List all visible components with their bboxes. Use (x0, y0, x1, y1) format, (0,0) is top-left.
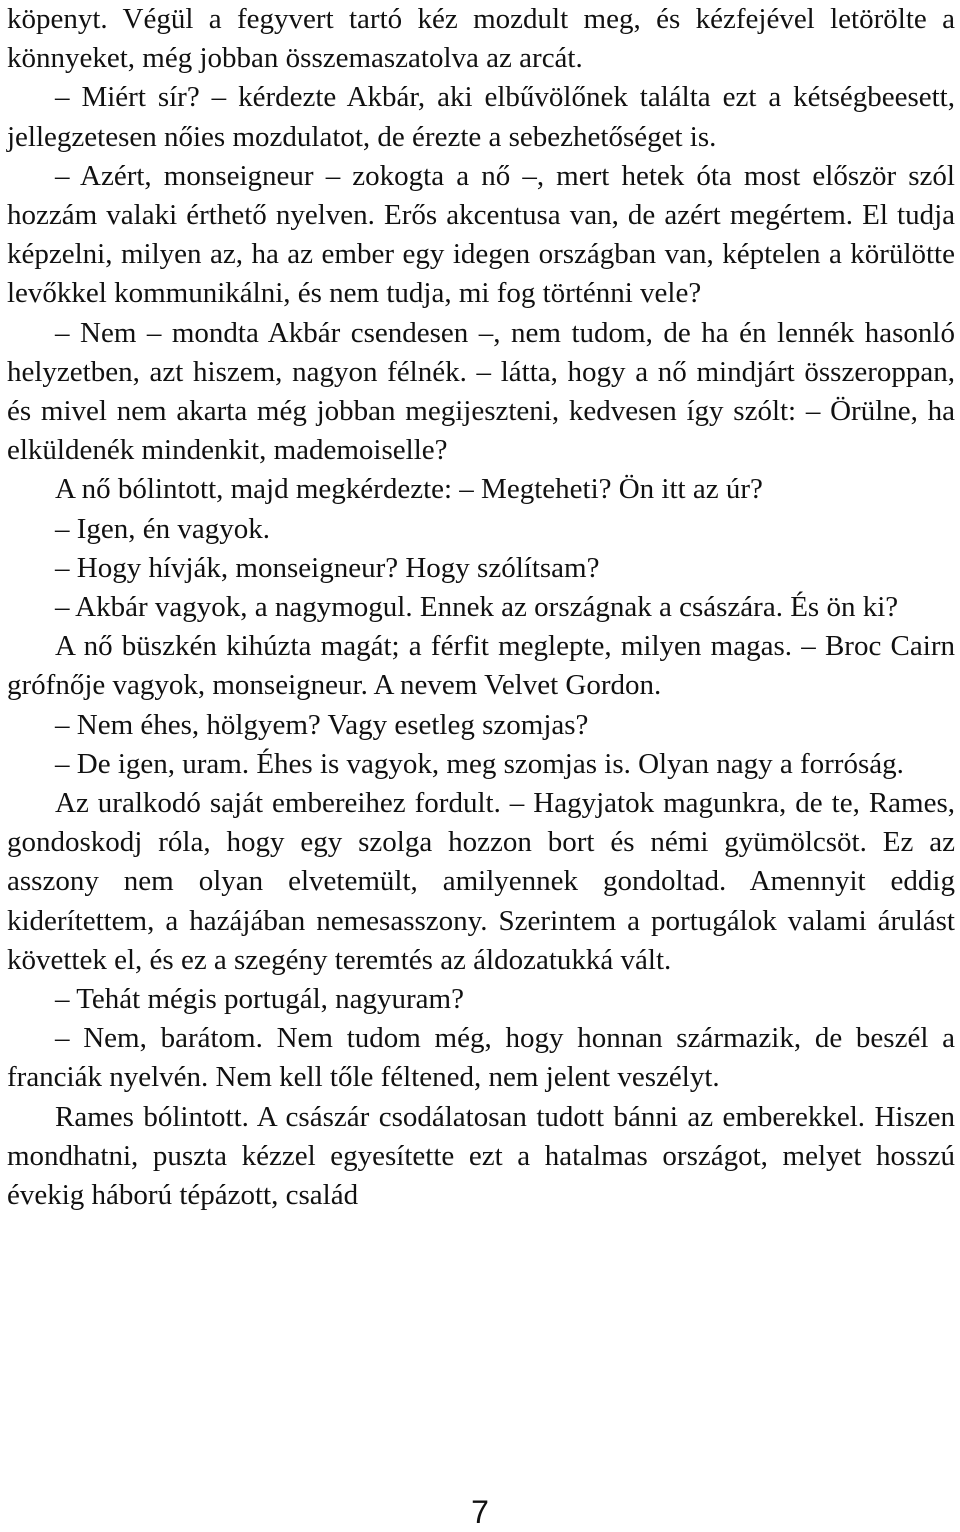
paragraph-11: – De igen, uram. Éhes is vagyok, meg szomjas is. Olyan nagy a forróság. (55, 747, 904, 780)
paragraph-3: – Azért, monseigneur – zokogta a nő –, mert hetek óta most először szól hozzám valaki érthető nyelven. Erős akcentusa van, de azért megértem. El tudja képzelni, milyen az, ha az ember egy idegen országban van, képtelen a körülötte levőkkel kommunikálni, és nem tudja, mi fog történni vele? (7, 159, 955, 310)
paragraph-9: A nő büszkén kihúzta magát; a férfit meglepte, milyen magas. – Broc Cairn grófnője vagyok, monseigneur. A nevem Velvet Gordon. (7, 630, 955, 702)
paragraph-6: – Igen, én vagyok. (55, 512, 271, 545)
paragraph-7: – Hogy hívják, monseigneur? Hogy szólítsam? (55, 551, 600, 584)
paragraph-13: – Tehát mégis portugál, nagyuram? (55, 983, 464, 1016)
paragraph-14: – Nem, barátom. Nem tudom még, hogy honnan származik, de beszél a franciák nyelvén. Nem kell tőle féltened, nem jelent veszélyt. (7, 1022, 955, 1094)
paragraph-1: köpenyt. Végül a fegyvert tartó kéz mozdult meg, és kézfejével letörölte a könnyeket, még jobban összemaszatolva az arcát. (7, 3, 955, 75)
paragraph-5: A nő bólintott, majd megkérdezte: – Megteheti? Ön itt az úr? (55, 473, 763, 506)
paragraph-2: – Miért sír? – kérdezte Akbár, aki elbűvölőnek találta ezt a kétségbeesett, jellegzetesen nőies mozdulatot, de érezte a sebezhetőséget is. (7, 81, 955, 153)
paragraph-12: Az uralkodó saját embereihez fordult. – Hagyjatok magunkra, de te, Rames, gondoskodj róla, hogy egy szolga hozzon bort és némi gyümölcsöt. Ez az asszony nem olyan elvetemült, amilyennek gondoltad. Amennyit eddig kiderítettem, a hazájában nemesasszony. Szerintem a portugálok valami árulást követtek el, és ez a szegény teremtés az áldozatukká vált. (7, 787, 955, 976)
page-number: 7 (471, 1494, 489, 1530)
paragraph-8: – Akbár vagyok, a nagymogul. Ennek az országnak a császára. És ön ki? (55, 591, 899, 624)
paragraph-4: – Nem – mondta Akbár csendesen –, nem tudom, de ha én lennék hasonló helyzetben, azt hiszem, nagyon félnék. – látta, hogy a nő mindjárt összeroppan, és mivel nem akarta még jobban megijeszteni, kedvesen így szólt: – Örülne, ha elküldenék mindenkit, mademoiselle? (7, 316, 955, 467)
paragraph-15: Rames bólintott. A császár csodálatosan tudott bánni az emberekkel. Hiszen mondhatni, puszta kézzel egyesítette ezt a hatalmas országot, melyet hosszú évekig háború tépázott, család (7, 1100, 955, 1212)
paragraph-10: – Nem éhes, hölgyem? Vagy esetleg szomjas? (55, 708, 589, 741)
book-page (7, 0, 955, 1215)
